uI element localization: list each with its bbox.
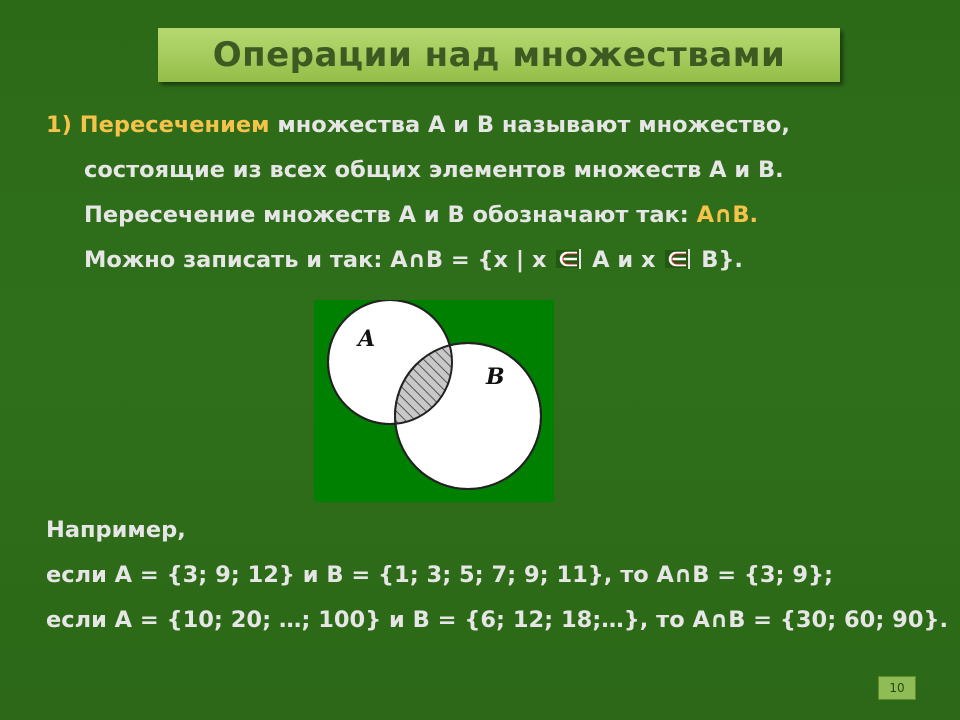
page-title: Операции над множествами [212,35,786,75]
definition-line-2: состоящие из всех общих элементов множеств А и В. [84,157,784,183]
set-b-label: B [486,364,505,390]
example-2: если А = {10; 20; …; 100} и В = {6; 12; 18;…}, то А∩В = {30; 60; 90}. [46,607,949,633]
page-number: 10 [878,676,916,700]
definition-term: Пересечением [79,112,270,138]
definition-line-3-text: Пересечение множеств А и В обозначают так: [84,202,689,228]
definition-line-1 [46,112,790,138]
set-builder-start: Можно записать и так: А∩В = {х | х [84,247,547,273]
example-1: если А = {3; 9; 12} и В = {1; 3; 5; 7; 9; 11}, то А∩В = {3; 9}; [46,562,834,588]
definition-line-3 [84,202,758,228]
definition-line-1-rest: множества А и В называют множество, [277,112,790,138]
set-builder-middle: А и х [592,247,656,273]
element-of-icon [665,248,691,270]
title-bar [158,28,840,82]
intersection-notation: А∩В. [696,202,759,228]
set-builder-end: В}. [701,247,743,273]
definition-line-4 [84,247,743,273]
element-of-icon [556,248,582,270]
examples-heading: Например, [46,517,186,543]
venn-diagram [314,300,554,502]
definition-number: 1) [46,112,72,138]
set-a-label: A [358,326,376,352]
